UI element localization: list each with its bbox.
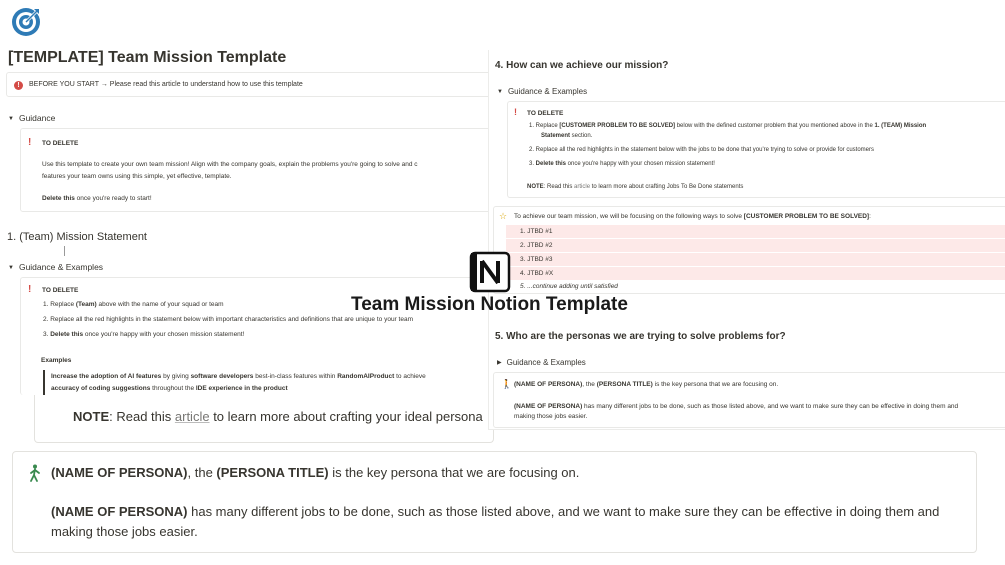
r-note [527, 184, 743, 190]
exclaim-icon: ! [28, 137, 32, 148]
note-text1: : Read this [109, 409, 175, 424]
ex2-a: accuracy of coding suggestions [51, 385, 151, 392]
guidance-examples-toggle-r[interactable] [497, 87, 587, 96]
right-template-page [488, 50, 1005, 430]
p-bold2: (PERSONA TITLE) [596, 381, 653, 388]
step3-post: once you're happy with your chosen mission statement! [83, 331, 245, 338]
step1-pre: 1. Replace [43, 301, 76, 308]
step-1 [43, 301, 224, 308]
guidance-toggle-label: Guidance [18, 113, 56, 123]
persona-card [12, 451, 977, 553]
persona-line3: making those jobs easier. [51, 524, 198, 539]
toggle-down-icon: ▼ [8, 115, 14, 122]
focus-pre: To achieve our team mission, we will be focusing on the following ways to solve [514, 213, 744, 220]
ex2-c: IDE experience in the product [195, 385, 288, 392]
section1-title: 1. (Team) Mission Statement [7, 231, 147, 243]
exclaim-icon: ! [514, 107, 517, 117]
ex2-b: throughout the [150, 385, 196, 392]
jtbd-continue: 5. ...continue adding until satisfied [520, 283, 618, 290]
focus-statement [514, 213, 871, 220]
toggle-right-icon: ▶ [497, 360, 502, 367]
example-line1 [51, 373, 426, 380]
step-3 [43, 331, 244, 338]
to-delete-label: TO DELETE [42, 140, 79, 147]
examples-label: Examples [41, 357, 72, 364]
walking-person-icon: 🚶 [501, 379, 513, 389]
toggle-down-icon: ▼ [497, 88, 503, 95]
focus-post: : [869, 213, 871, 220]
ex-b: by giving [161, 373, 191, 380]
focus-bold: [CUSTOMER PROBLEM TO BE SOLVED] [743, 213, 870, 220]
note-text2: to learn more about crafting your ideal persona [209, 409, 483, 424]
delete-instruction [42, 195, 152, 202]
star-icon: ☆ [499, 211, 508, 221]
r-note-a: : Read this [543, 184, 575, 190]
text-cursor [64, 246, 65, 256]
guidance-examples-toggle[interactable] [8, 262, 103, 272]
guidance-examples-label-r: Guidance & Examples [507, 87, 588, 96]
r-step-1-line2 [541, 133, 592, 139]
r-note-b: to learn more about crafting Jobs To Be Done statements [590, 184, 744, 190]
p2-rest: has many different jobs to be done, such as those listed above, and we want to make sure they can be effective in doing them and [582, 403, 959, 410]
note-text [73, 409, 483, 424]
persona-line2-small [514, 403, 958, 410]
guidance-toggle[interactable] [8, 113, 55, 123]
article-link[interactable]: article [174, 409, 210, 424]
p2-bold: (NAME OF PERSONA) [514, 403, 583, 410]
pc-line2-rest: has many different jobs to be done, such as those listed above, and we want to make sure they can be effective in doing them and [187, 504, 940, 519]
jtbd-item-4[interactable]: 4. JTBD #X [506, 267, 1005, 280]
r-step3-pre: 3. [529, 161, 536, 167]
step1-post: above with the name of your squad or team [96, 301, 224, 308]
step3-pre: 3. [43, 331, 51, 338]
r-step-3 [529, 161, 715, 167]
persona-line1-small [514, 381, 778, 388]
r-note-bold: NOTE [527, 184, 544, 190]
r-article-link[interactable]: article [574, 184, 591, 190]
guidance-examples-label-r2: Guidance & Examples [506, 358, 586, 367]
ex-a: Increase the adoption of AI features [51, 373, 162, 380]
step-2: 2. Replace all the red highlights in the statement below with important characteristics and definitions that are unique to your team [43, 316, 413, 323]
p-bold1: (NAME OF PERSONA) [514, 381, 583, 388]
pc-end: is the key persona that we are focusing on. [328, 465, 580, 480]
r-step-1 [529, 123, 926, 129]
jtbd-guidance-callout [507, 101, 1005, 198]
guidance-text-line1: Use this template to create your own team mission! Align with the company goals, explain the problems you're going to solve and c [42, 161, 418, 168]
step1-bold: (Team) [75, 301, 97, 308]
pc-bold2: (PERSONA TITLE) [216, 465, 329, 480]
p-end: is the key persona that we are focusing on. [652, 381, 779, 388]
to-delete-label-r: TO DELETE [527, 110, 564, 117]
r-step3-bold: Delete this [535, 161, 567, 167]
p-mid: , the [582, 381, 597, 388]
r-step1-post: below with the defined customer problem that you mentioned above in the [675, 123, 875, 129]
guidance-examples-toggle-r2[interactable] [497, 358, 586, 367]
persona-line3-small: making those jobs easier. [514, 413, 588, 420]
r-step-2: 2. Replace all the red highlights in the statement below with the jobs to be done that you're trying to solve or provide for customers [529, 147, 875, 153]
before-start-callout[interactable] [6, 72, 500, 97]
left-template-page [0, 0, 500, 395]
persona-line1 [51, 465, 579, 480]
overlay-title: Team Mission Notion Template [351, 294, 628, 315]
r-step1-bold: [CUSTOMER PROBLEM TO BE SOLVED] [559, 123, 676, 129]
page-title: [TEMPLATE] Team Mission Template [8, 49, 287, 66]
notion-logo-icon [469, 251, 511, 293]
pc-mid: , the [187, 465, 217, 480]
guidance-examples-label: Guidance & Examples [18, 262, 104, 272]
guidance-text-line2: features your team owns using this simple, yet effective, template. [42, 173, 232, 180]
r-step1-bold2: 1. (TEAM) Mission [874, 123, 927, 129]
persona-line2 [51, 504, 939, 519]
jtbd-item-2[interactable]: 2. JTBD #2 [506, 239, 1005, 252]
r-step1-pre: 1. Replace [529, 123, 560, 129]
jtbd-item-3[interactable]: 3. JTBD #3 [506, 253, 1005, 266]
ex-e: RandomAIProduct [337, 373, 395, 380]
ex-f: to achieve [394, 373, 426, 380]
delete-bold: Delete this [42, 195, 75, 202]
pc-bold1: (NAME OF PERSONA) [51, 465, 188, 480]
warning-icon: ! [14, 81, 23, 90]
section4-title: 4. How can we achieve our mission? [495, 60, 669, 71]
persona-callout-small [493, 372, 1005, 428]
r-step1-line2: section. [570, 133, 593, 139]
ex-d: best-in-class features within [253, 373, 338, 380]
r-step3-post: once you're happy with your chosen mission statement! [566, 161, 715, 167]
note-bold: NOTE [73, 409, 110, 424]
guidance-callout [20, 128, 500, 212]
r-step1-line2-bold: Statement [541, 133, 571, 139]
ex-c: software developers [190, 373, 254, 380]
exclaim-icon: ! [28, 284, 32, 295]
example-line2 [51, 385, 288, 392]
pc-line2-bold: (NAME OF PERSONA) [51, 504, 188, 519]
quote-bar [43, 370, 45, 395]
target-icon [10, 6, 42, 38]
step3-bold: Delete this [50, 331, 84, 338]
note-callout [34, 395, 494, 443]
to-delete-label: TO DELETE [42, 287, 79, 294]
toggle-down-icon: ▼ [8, 264, 14, 271]
section5-title: 5. Who are the personas we are trying to solve problems for? [495, 331, 786, 342]
delete-rest: once you're ready to start! [74, 195, 152, 202]
walking-person-icon [27, 464, 41, 482]
jtbd-item-1[interactable]: 1. JTBD #1 [506, 225, 1005, 238]
before-start-text[interactable]: BEFORE YOU START → Please read this article to understand how to use this template [29, 81, 303, 88]
jtbd-list-callout [493, 206, 1005, 294]
